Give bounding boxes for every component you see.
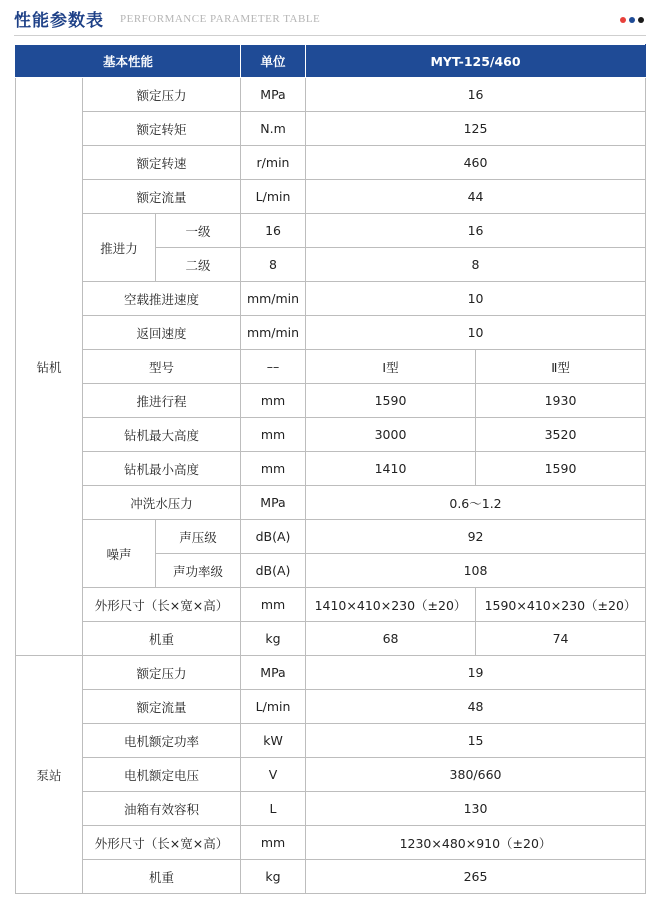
table-row	[16, 146, 646, 180]
table-header-row	[16, 45, 646, 78]
param-unit: kW	[241, 724, 306, 758]
param-value-type2: Ⅱ型	[476, 350, 646, 384]
param-value: 10	[306, 282, 646, 316]
table-row	[16, 622, 646, 656]
param-unit: V	[241, 758, 306, 792]
param-value-type1: 3000	[306, 418, 476, 452]
header-divider	[14, 35, 646, 36]
table-row	[16, 214, 646, 248]
table-row	[16, 112, 646, 146]
table-row	[16, 486, 646, 520]
param-unit: N.m	[241, 112, 306, 146]
table-row	[16, 316, 646, 350]
table-row	[16, 452, 646, 486]
param-label: 机重	[83, 860, 241, 894]
blue-dot-icon	[629, 17, 635, 23]
table-row	[16, 350, 646, 384]
sub-param-label: 一级	[156, 214, 241, 248]
param-value: 130	[306, 792, 646, 826]
param-value-type2: 3520	[476, 418, 646, 452]
param-value-type1: Ⅰ型	[306, 350, 476, 384]
param-unit: mm/min	[241, 316, 306, 350]
param-unit: ––	[241, 350, 306, 384]
param-unit: 16	[241, 214, 306, 248]
param-value: 19	[306, 656, 646, 690]
param-value: 8	[306, 248, 646, 282]
param-value: 48	[306, 690, 646, 724]
param-unit: L/min	[241, 690, 306, 724]
param-label: 机重	[83, 622, 241, 656]
param-value: 380/660	[306, 758, 646, 792]
param-unit: MPa	[241, 656, 306, 690]
param-value-type1: 1410	[306, 452, 476, 486]
table-row	[16, 588, 646, 622]
param-label: 冲洗水压力	[83, 486, 241, 520]
param-value: 16	[306, 214, 646, 248]
page-subtitle: PERFORMANCE PARAMETER TABLE	[120, 13, 321, 25]
param-value: 44	[306, 180, 646, 214]
param-value: 265	[306, 860, 646, 894]
param-label: 油箱有效容积	[83, 792, 241, 826]
page-header	[14, 4, 646, 34]
header-unit: 单位	[241, 45, 306, 78]
sub-param-label: 声功率级	[156, 554, 241, 588]
table-row	[16, 180, 646, 214]
param-label: 额定转矩	[83, 112, 241, 146]
param-unit: dB(A)	[241, 554, 306, 588]
table-row	[16, 282, 646, 316]
noise-label: 噪声	[83, 520, 156, 588]
table-row	[16, 656, 646, 690]
param-unit: mm/min	[241, 282, 306, 316]
param-label: 电机额定电压	[83, 758, 241, 792]
table-row	[16, 418, 646, 452]
param-unit: L	[241, 792, 306, 826]
group-pump: 泵站	[16, 656, 83, 894]
param-value: 1230×480×910（±20）	[306, 826, 646, 860]
param-unit: mm	[241, 384, 306, 418]
param-label: 型号	[83, 350, 241, 384]
param-value-type1: 68	[306, 622, 476, 656]
param-value: 460	[306, 146, 646, 180]
param-value-type1: 1590	[306, 384, 476, 418]
param-unit: L/min	[241, 180, 306, 214]
page-title: 性能参数表	[14, 11, 104, 31]
param-unit: mm	[241, 418, 306, 452]
param-value: 15	[306, 724, 646, 758]
param-value-type2: 1930	[476, 384, 646, 418]
param-value: 10	[306, 316, 646, 350]
param-label: 额定流量	[83, 690, 241, 724]
table-row	[16, 724, 646, 758]
param-unit: MPa	[241, 78, 306, 112]
header-param: 基本性能	[16, 45, 241, 78]
header-model: MYT-125/460	[306, 45, 646, 78]
param-value: 92	[306, 520, 646, 554]
param-label: 外形尺寸（长×宽×高）	[83, 588, 241, 622]
sub-param-label: 二级	[156, 248, 241, 282]
param-unit: r/min	[241, 146, 306, 180]
param-value-type2: 1590	[476, 452, 646, 486]
param-label: 额定流量	[83, 180, 241, 214]
table-row	[16, 826, 646, 860]
param-unit: 8	[241, 248, 306, 282]
param-label: 额定压力	[83, 656, 241, 690]
thrust-label: 推进力	[83, 214, 156, 282]
table-row	[16, 78, 646, 112]
param-value: 108	[306, 554, 646, 588]
param-label: 外形尺寸（长×宽×高）	[83, 826, 241, 860]
param-label: 钻机最小高度	[83, 452, 241, 486]
param-label: 推进行程	[83, 384, 241, 418]
table-row	[16, 860, 646, 894]
param-value: 0.6～1.2	[306, 486, 646, 520]
table-row	[16, 758, 646, 792]
param-label: 返回速度	[83, 316, 241, 350]
param-value: 125	[306, 112, 646, 146]
param-unit: kg	[241, 860, 306, 894]
table-row	[16, 792, 646, 826]
black-dot-icon	[638, 17, 644, 23]
table-row	[16, 384, 646, 418]
param-unit: mm	[241, 452, 306, 486]
param-value-type1: 1410×410×230（±20）	[306, 588, 476, 622]
param-unit: MPa	[241, 486, 306, 520]
param-label: 空载推进速度	[83, 282, 241, 316]
param-unit: mm	[241, 588, 306, 622]
param-label: 电机额定功率	[83, 724, 241, 758]
sub-param-label: 声压级	[156, 520, 241, 554]
param-unit: mm	[241, 826, 306, 860]
param-label: 额定转速	[83, 146, 241, 180]
table-row	[16, 690, 646, 724]
decorative-dots	[617, 17, 644, 25]
group-drill: 钻机	[16, 78, 83, 656]
param-value-type2: 1590×410×230（±20）	[476, 588, 646, 622]
param-unit: kg	[241, 622, 306, 656]
parameter-table	[15, 44, 646, 894]
table-row	[16, 520, 646, 554]
red-dot-icon	[620, 17, 626, 23]
param-label: 钻机最大高度	[83, 418, 241, 452]
param-value: 16	[306, 78, 646, 112]
param-value-type2: 74	[476, 622, 646, 656]
param-unit: dB(A)	[241, 520, 306, 554]
param-label: 额定压力	[83, 78, 241, 112]
